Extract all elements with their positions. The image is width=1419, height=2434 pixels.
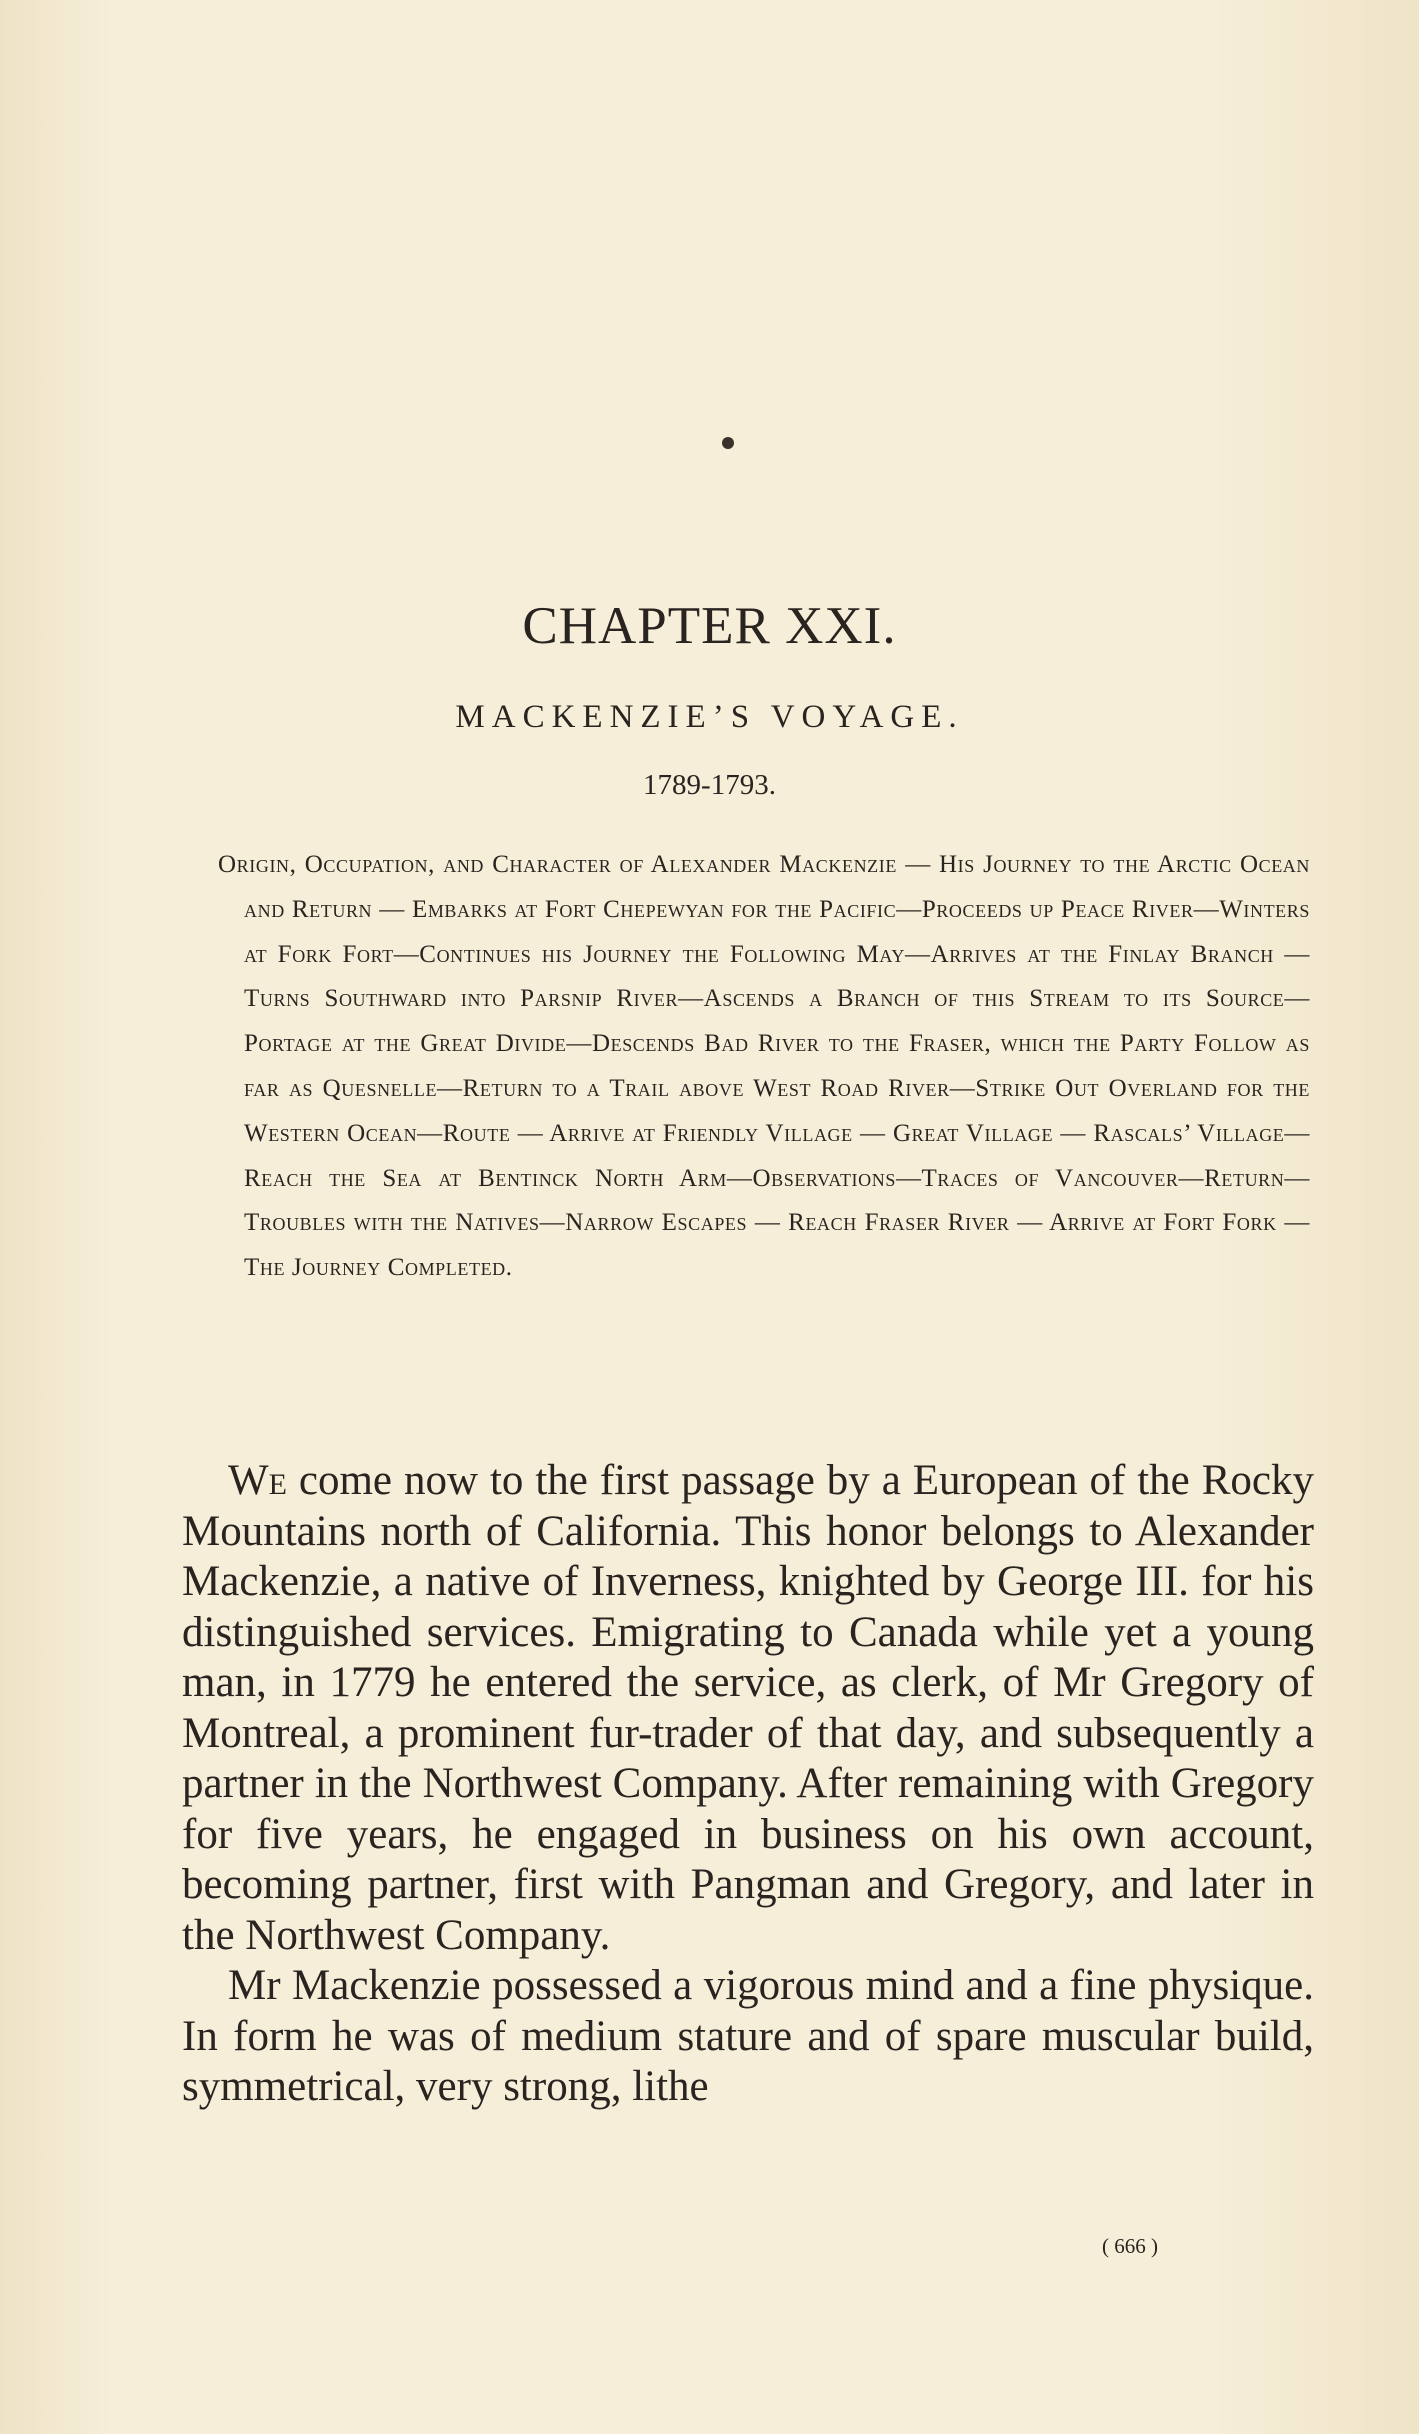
paragraph-2: Mr Mackenzie possessed a vigorous mind and a fine physique. In form he was of medium stature and of spare muscular build, symmetrical, very strong, lithe	[182, 1962, 1314, 2110]
page-number: ( 666 )	[1102, 2234, 1158, 2258]
chapter-title: CHAPTER XXI.	[522, 597, 897, 655]
paragraph-1-lead: We	[228, 1457, 287, 1504]
paragraph-1-text: come now to the first passage by a European of the Rocky Mountains north of California. This honor belongs to Alexander Mackenzie, a native of Inverness, knighted by George III. for his distinguished services. Emigrating to Canada while yet a young man, in 1779 he entered the service, as clerk, of Mr Gregory of Montreal, a prominent fur-trader of that day, and subsequently a partner in the Northwest Company. After remaining with Gregory for five years, he engaged in business on his own account, becoming partner, first with Pangman and Gregory, and later in the Northwest Company.	[182, 1457, 1314, 1959]
paragraph-1	[182, 1456, 1314, 1961]
chapter-synopsis: Origin, Occupation, and Character of Alexander Mackenzie — His Journey to the Arctic Ocean and Return — Embarks at Fort Chepewyan for the Pacific—Proceeds up Peace River—Winters at Fork Fort—Continues his Journey the Following May—Arrives at the Finlay Branch — Turns Southward into Parsnip River—Ascends a Branch of this Stream to its Source—Portage at the Great Divide—Descends Bad River to the Fraser, which the Party Follow as far as Quesnelle—Return to a Trail above West Road River—Strike Out Overland for the Western Ocean—Route — Arrive at Friendly Village — Great Village — Rascals’ Village—Reach the Sea at Bentinck North Arm—Observations—Traces of Vancouver—Return—Troubles with the Natives—Narrow Escapes — Reach Fraser River — Arrive at Fort Fork — The Journey Completed.	[218, 851, 1310, 1282]
chapter-dates: 1789-1793.	[643, 769, 776, 801]
body-text	[182, 1456, 1314, 2113]
chapter-subtitle: MACKENZIE’S VOYAGE.	[455, 699, 964, 735]
ornament-dot	[722, 437, 734, 449]
